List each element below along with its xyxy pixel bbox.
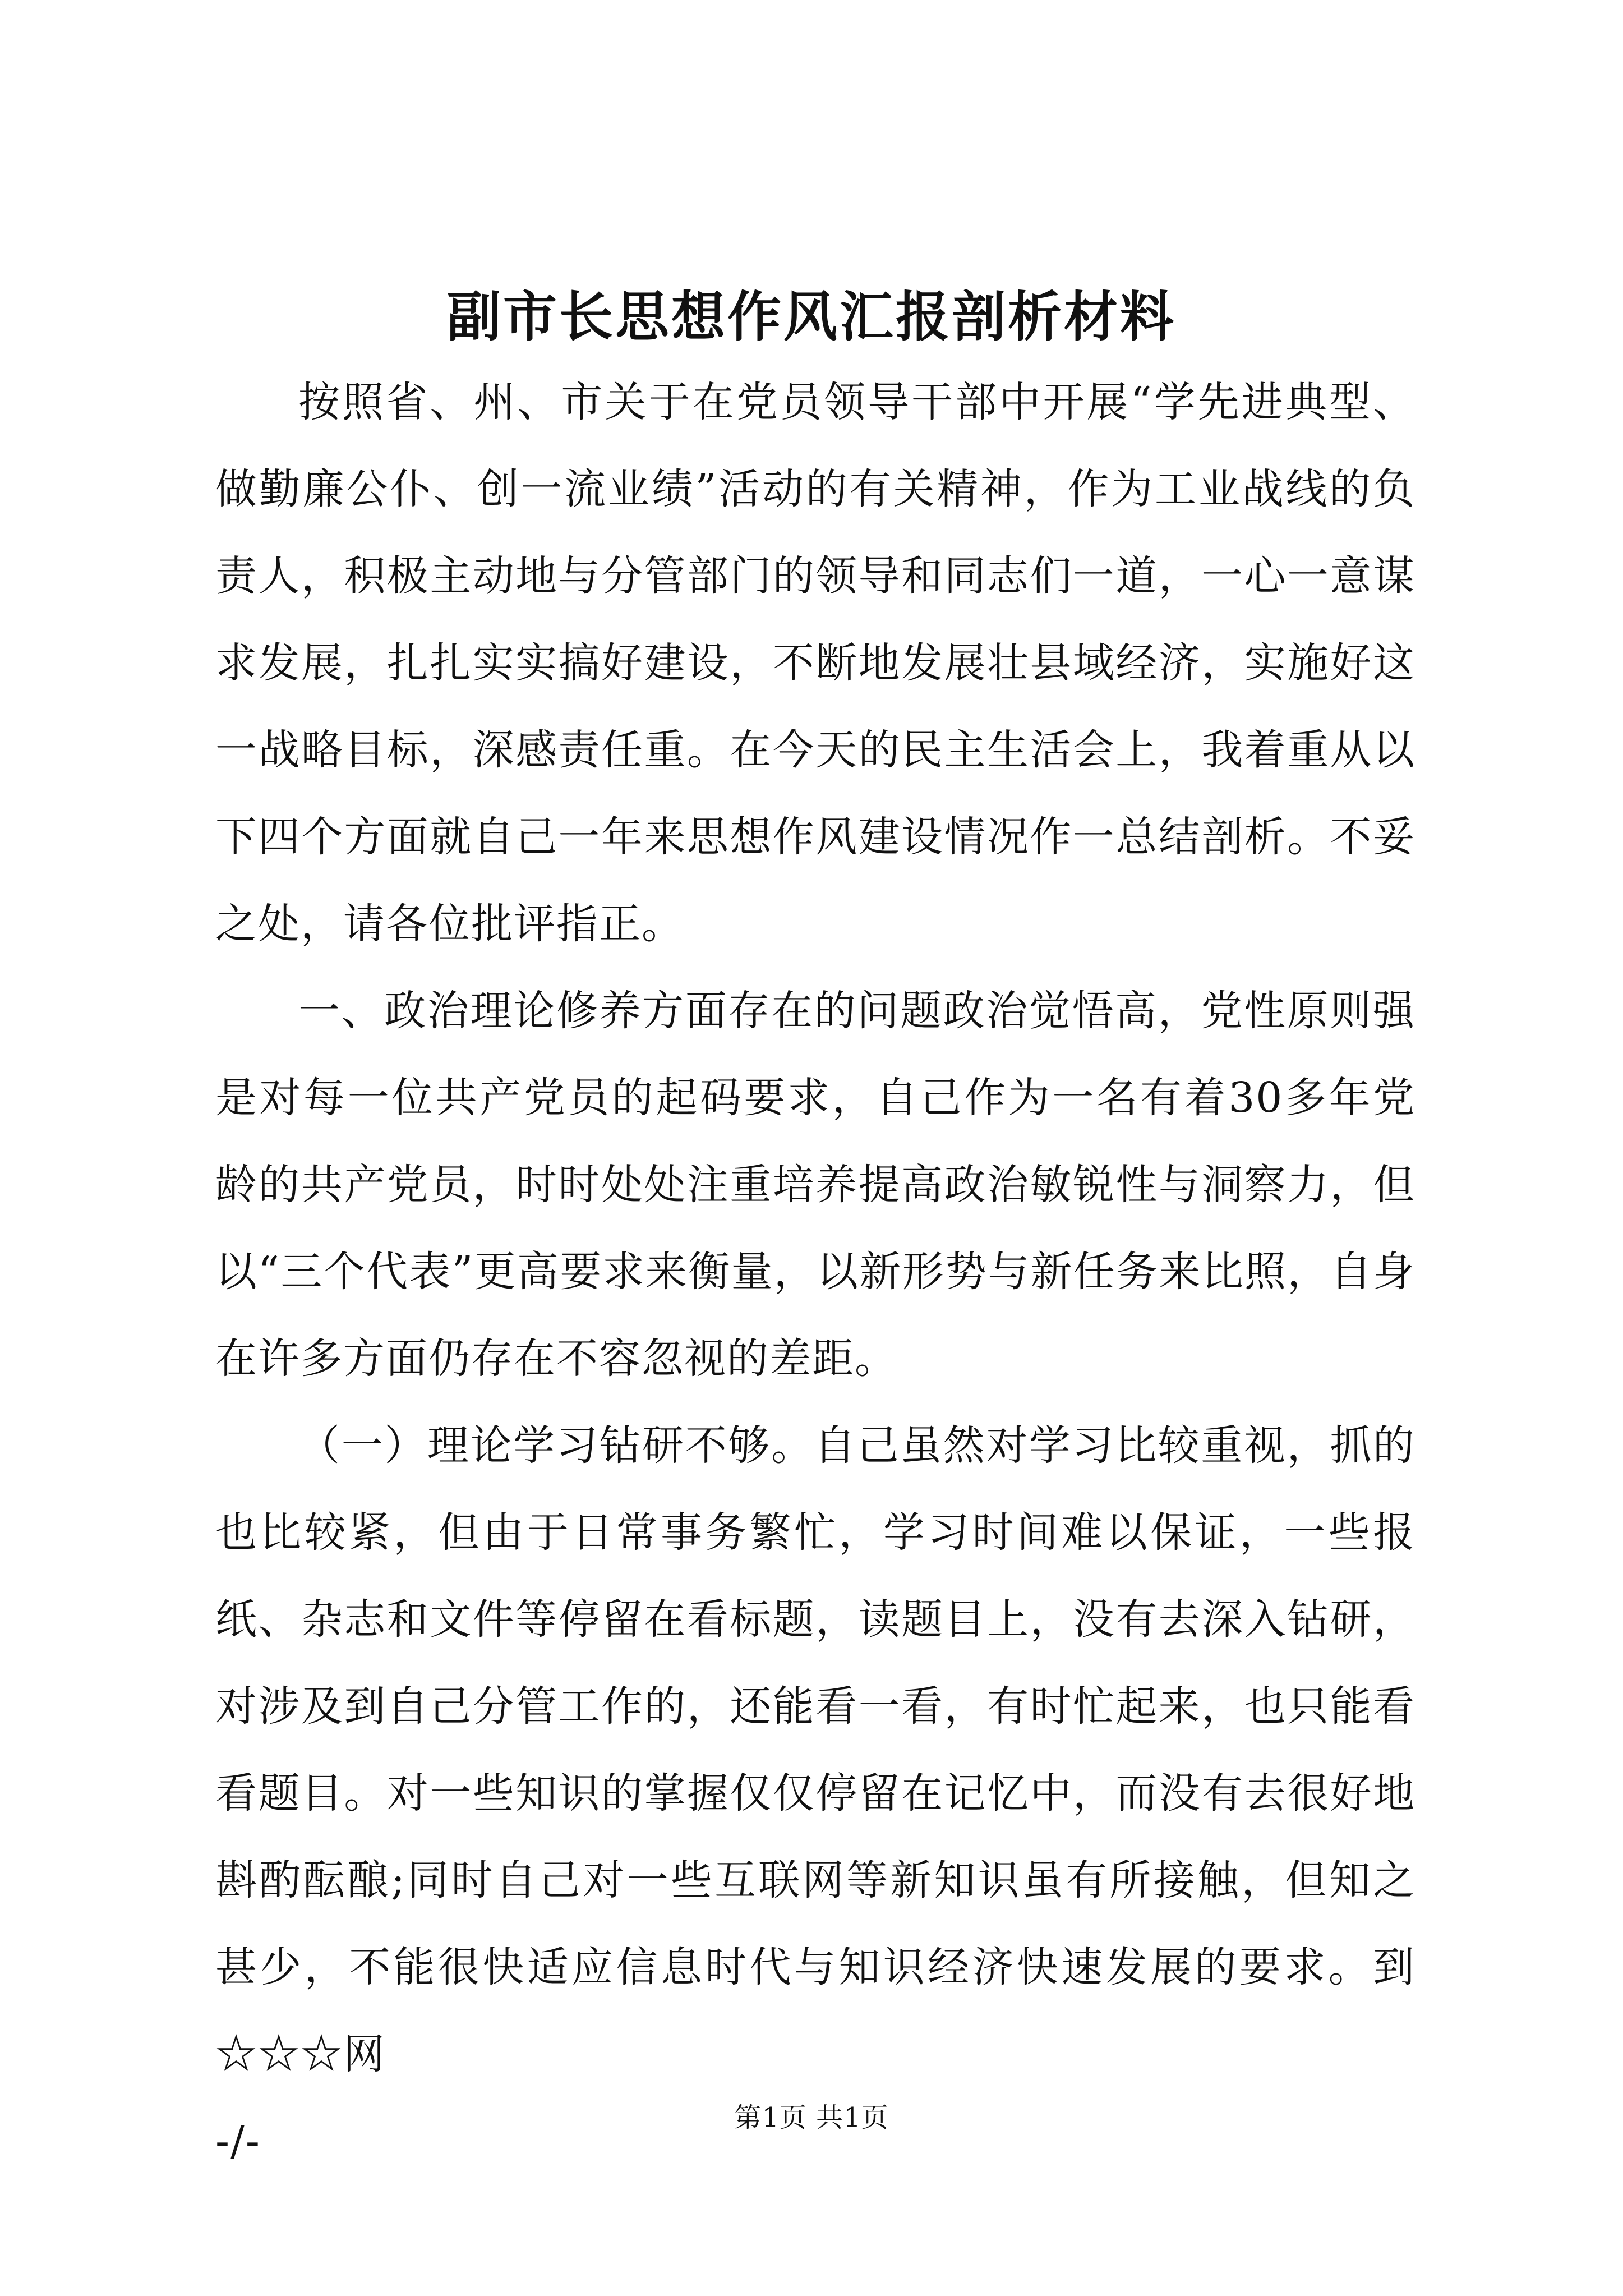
paragraph-tail: -/-: [215, 2117, 261, 2165]
page-footer: 第1页 共1页: [734, 2102, 889, 2133]
document-body: [215, 359, 1415, 2185]
paragraph-section-one: 一、政治理论修养方面存在的问题政治觉悟高，党性原则强是对每一位共产党员的起码要求，自己作为一名有着30多年党龄的共产党员，时时处处注重培养提高政治敏锐性与洞察力，但以“三个代表”更高要求来衡量，以新形势与新任务来比照，自身在许多方面仍存在不容忽视的差距。: [215, 987, 1415, 1383]
paragraph-intro: 按照省、州、市关于在党员领导干部中开展“学先进典型、做勤廉公仆、创一流业绩”活动的有关精神，作为工业战线的负责人，积极主动地与分管部门的领导和同志们一道，一心一意谋求发展，扎扎实实搞好建设，不断地发展壮县域经济，实施好这一战略目标，深感责任重。在今天的民主生活会上，我着重从以下四个方面就自己一年来思想作风建设情况作一总结剖析。不妥之处，请各位批评指正。: [215, 378, 1415, 948]
document-title: 副市长思想作风汇报剖析材料: [447, 285, 1176, 348]
paragraph-subsection-one: （一）理论学习钻研不够。自己虽然对学习比较重视，抓的也比较紧，但由于日常事务繁忙，学习时间难以保证，一些报纸、杂志和文件等停留在看标题，读题目上，没有去深入钻研，对涉及到自己分管工作的，还能看一看，有时忙起来，也只能看看题目。对一些知识的掌握仅仅停留在记忆中，而没有去很好地斟酌酝酿;同时自己对一些互联网等新知识虽有所接触，但知之甚少，不能很快适应信息时代与知识经济快速发展的要求。到☆☆☆网: [215, 1421, 1415, 2078]
